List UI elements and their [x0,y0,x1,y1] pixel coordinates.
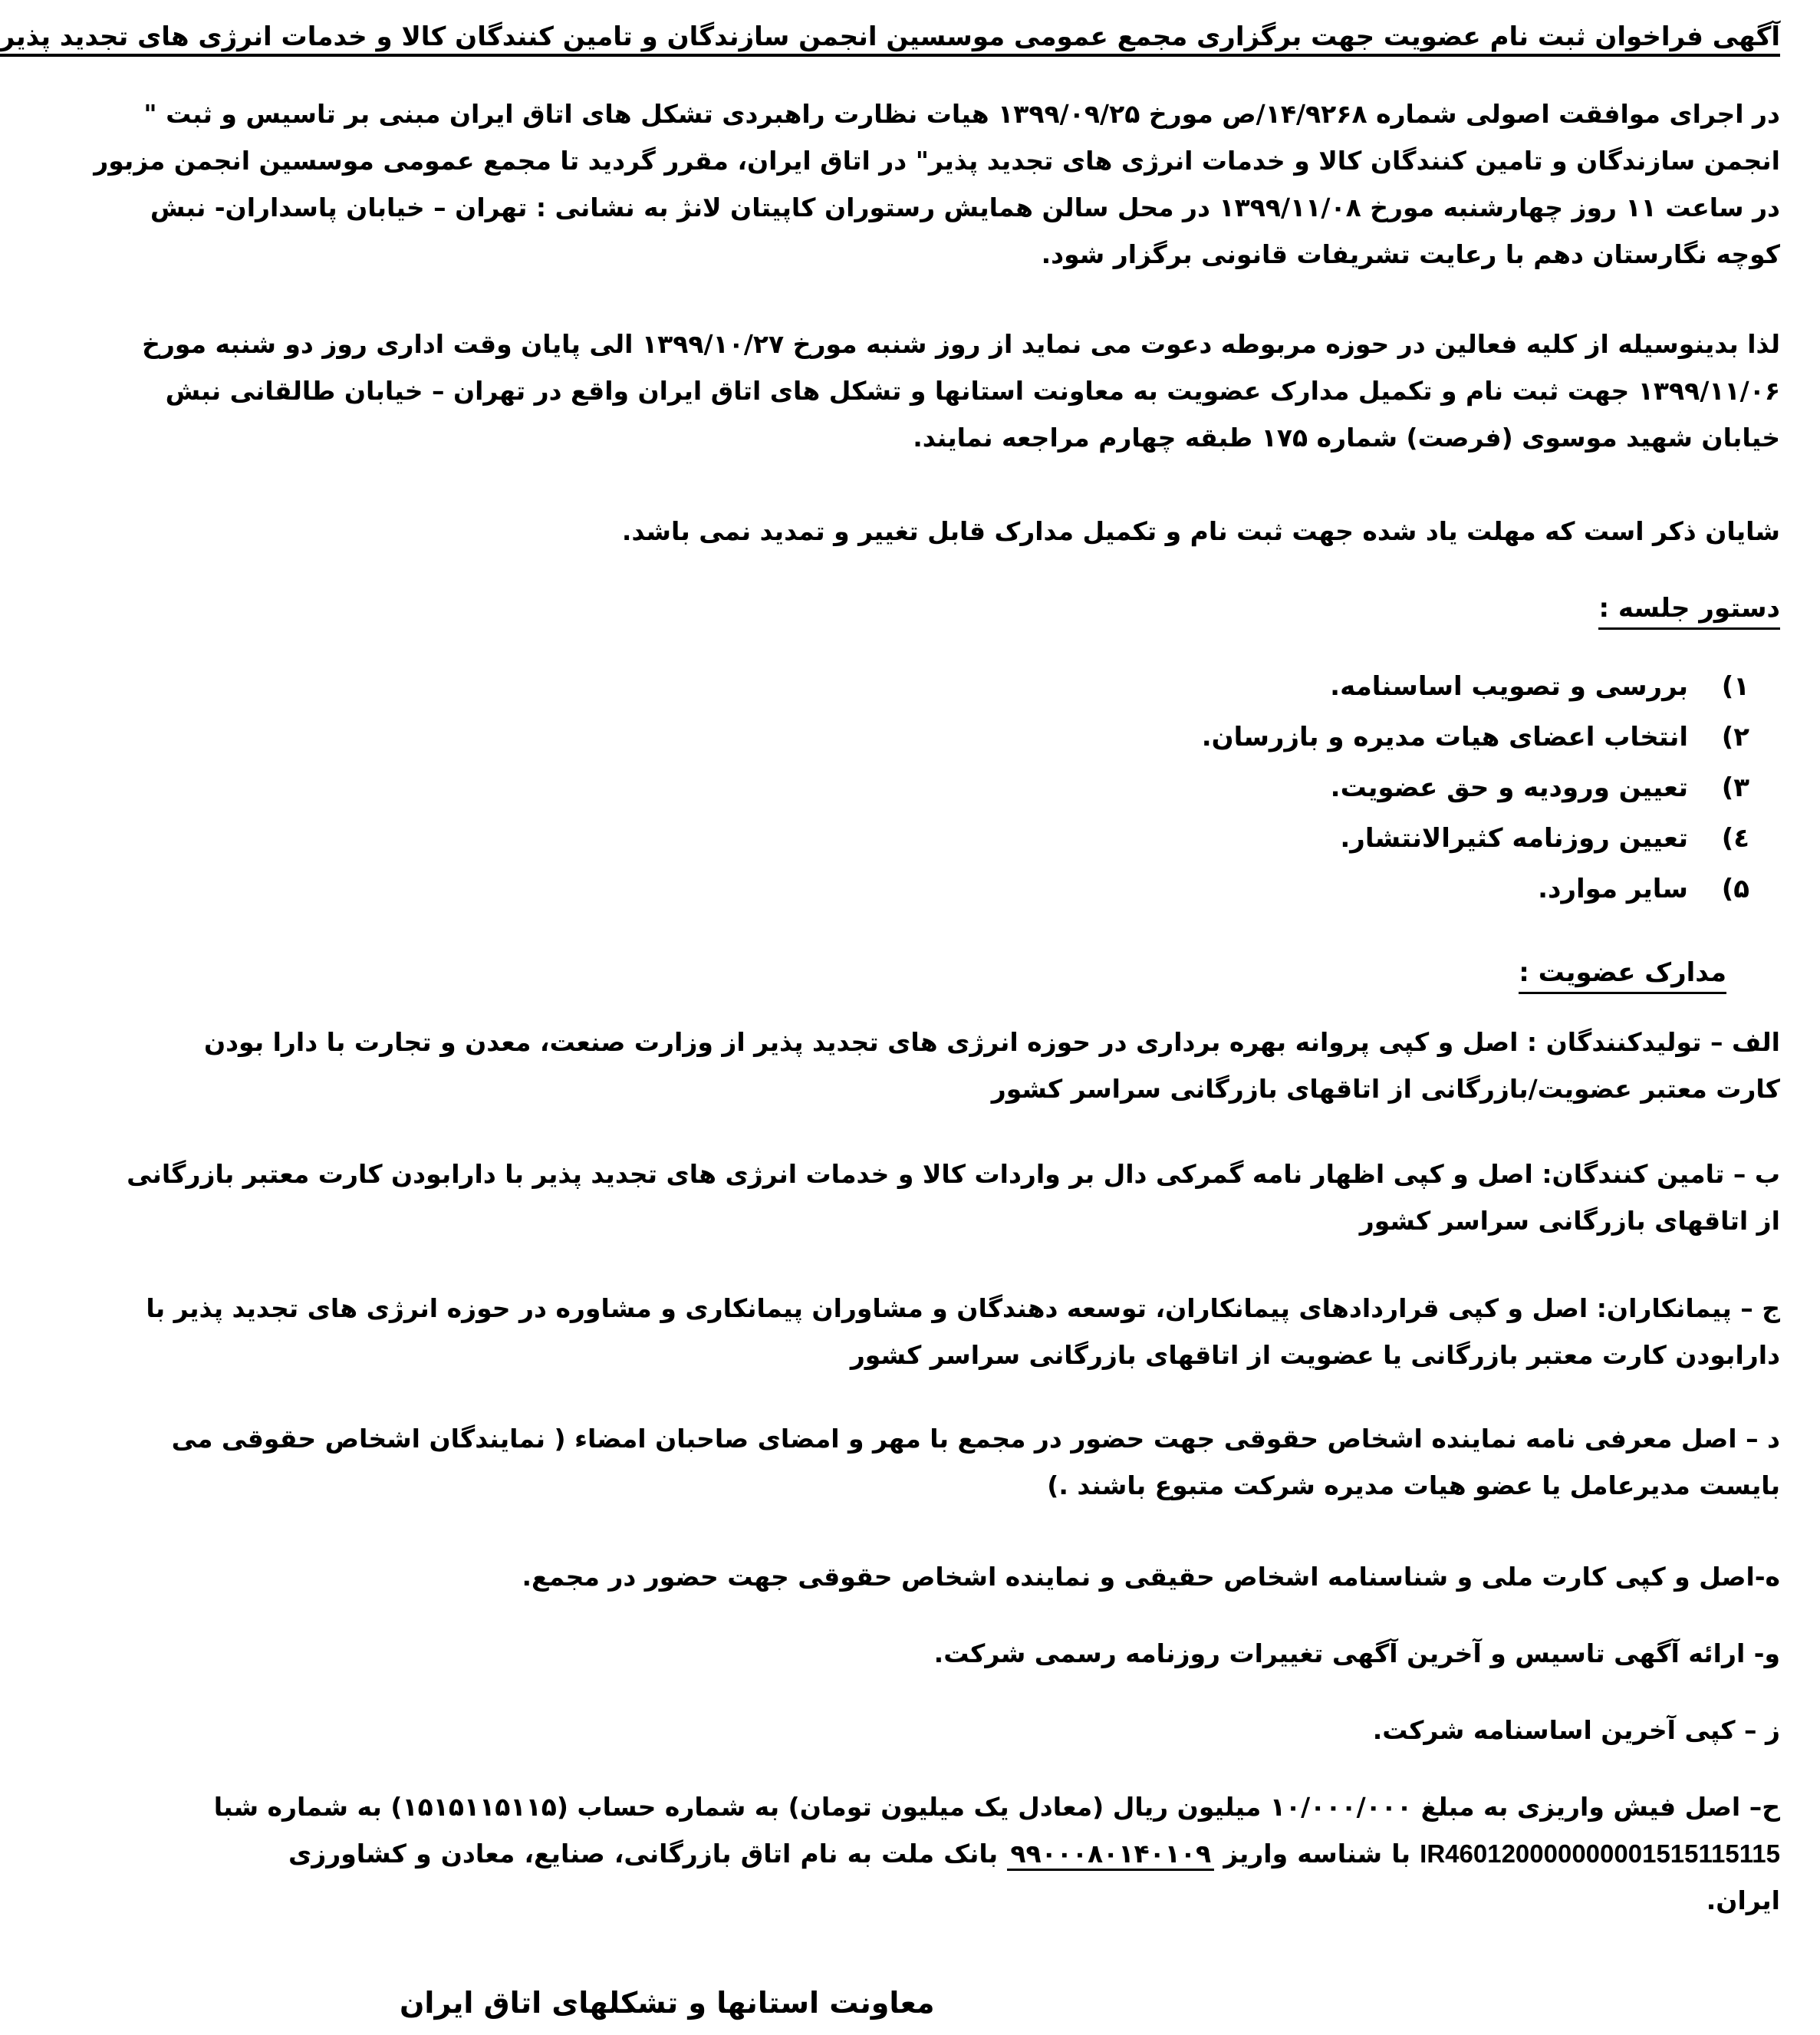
agenda-list [1202,661,1749,914]
intro-line: در ساعت ۱۱ روز چهارشنبه مورخ ۱۳۹۹/۱۱/۰۸ در محل سالن همایش رستوران کاپیتان لانژ به نشانی : تهران – خیابان پاسداران- نبش [150,193,1780,222]
agenda-item [1202,712,1749,762]
invitation-line: خیابان شهید موسوی (فرصت) شماره ۱۷۵ طبقه چهارم مراجعه نمایند. [913,423,1780,453]
agenda-item-text: انتخاب اعضای هیات مدیره و بازرسان. [1201,722,1688,752]
agenda-item-text: تعیین روزنامه کثیرالانتشار. [1340,823,1688,854]
requirement-item-alef: الف – تولیدکنندگان : اصل و کپی پروانه بهره برداری در حوزه انرژی های تجدید پذیر از وزارت صنعت، معدن و تجارت با دارا بودن کارت معتبر عضویت/بازرگانی از اتاقهای بازرگانی سراسر کشور [203,1027,1780,1104]
agenda-item-text: بررسی و تصویب اساسنامه. [1330,671,1688,702]
intro-line: در اجرای موافقت اصولی شماره ۱۴/۹۲۶۸/ص مورخ ۱۳۹۹/۰۹/۲۵ هیات نظارت راهبردی تشکل های اتاق ایران مبنی بر تاسیس و ثبت " [143,99,1780,129]
intro-paragraph [94,91,1780,278]
agenda-item-number: ۵) [1721,874,1749,904]
agenda-item [1202,661,1749,712]
agenda-item [1202,813,1749,864]
agenda-heading: دستور جلسه : [1598,589,1780,630]
payment-line-account: IR460120000000001515115115 با شناسه واریز ۹۹۰۰۰۸۰۱۴۰۱۰۹ بانک ملت به نام اتاق بازرگانی، صنایع، معادن و کشاورزی [288,1830,1780,1877]
deadline-note: شایان ذکر است که مهلت یاد شده جهت ثبت نام و تکمیل مدارک قابل تغییر و تمدید نمی باشد. [621,516,1780,546]
invitation-line: ۱۳۹۹/۱۱/۰۶ جهت ثبت نام و تکمیل مدارک عضویت به معاونت استانها و تشکل های اتاق ایران واقع در تهران – خیابان طالقانی نبش [165,376,1780,406]
requirement-item-be: ب – تامین کنندگان: اصل و کپی اظهار نامه گمرکی دال بر واردات کالا و خدمات انرژی های تجدید پذیر با دارابودن کارت معتبر بازرگانی از اتاقهای بازرگانی سراسر کشور [127,1159,1780,1236]
requirement-item-jim: ج – پیمانکاران: اصل و کپی قراردادهای پیمانکاران، توسعه دهندگان و مشاوران پیمانکاری و مشاوره در حوزه انرژی های تجدید پذیر با دارابودن کارت معتبر بازرگانی یا عضویت از اتاقهای بازرگانی سراسر کشور [146,1293,1780,1370]
agenda-item [1202,762,1749,813]
agenda-item-text: تعیین ورودیه و حق عضویت. [1330,772,1688,803]
agenda-item-number: ۱) [1721,671,1749,702]
intro-line: انجمن سازندگان و تامین کنندگان کالا و خدمات انرژی های تجدید پذیر" در اتاق ایران، مقرر گردید تا مجمع عمومی موسسین انجمن مزبور [94,146,1780,176]
iban-number: IR460120000000001515115115 [1420,1839,1780,1868]
payment-line-end: ایران. [1706,1885,1780,1915]
agenda-item-number: ٤) [1721,823,1749,854]
agenda-item [1202,864,1749,914]
payment-line-amount: ح– اصل فیش واریزی به مبلغ ۱۰/۰۰۰/۰۰۰ میلیون ریال (معادل یک میلیون تومان) به شماره حساب (۱۵۱۵۱۱۵۱۱۵) به شماره شبا [213,1792,1780,1822]
signature-issuer: معاونت استانها و تشکلهای اتاق ایران [400,1986,935,2020]
invitation-line: لذا بدینوسیله از کلیه فعالین در حوزه مربوطه دعوت می نماید از روز شنبه مورخ ۱۳۹۹/۱۰/۲۷ الی پایان وقت اداری روز دو شنبه مورخ [142,329,1780,359]
document-title: آگهی فراخوان ثبت نام عضویت جهت برگزاری مجمع عمومی موسسین انجمن سازندگان و تامین کنندگان کالا و خدمات انرژی های تجدید پذیر [331,17,1780,57]
requirements-heading: مدارک عضویت : [1519,953,1726,994]
agenda-item-text: سایر موارد. [1538,874,1688,904]
invitation-paragraph [142,321,1780,461]
intro-line: کوچه نگارستان دهم با رعایت تشریفات قانونی برگزار شود. [1041,239,1780,269]
requirement-item-vav: و- ارائه آگهی تاسیس و آخرین آگهی تغییرات روزنامه رسمی شرکت. [933,1638,1780,1668]
requirement-item-he: ه-اصل و کپی کارت ملی و شناسنامه اشخاص حقیقی و نماینده اشخاص حقوقی جهت حضور در مجمع. [522,1562,1780,1592]
payment-id: ۹۹۰۰۰۸۰۱۴۰۱۰۹ [1007,1839,1214,1871]
requirement-item-ze: ز – کپی آخرین اساسنامه شرکت. [1372,1715,1780,1745]
agenda-item-number: ۳) [1721,772,1749,803]
agenda-item-number: ۲) [1721,722,1749,752]
requirement-item-dal: د – اصل معرفی نامه نماینده اشخاص حقوقی جهت حضور در مجمع با مهر و امضای صاحبان امضاء ( نمایندگان اشخاص حقوقی می بایست مدیرعامل یا عضو هیات مدیره شرکت متبوع باشند .) [171,1424,1780,1500]
requirement-item-payment [213,1783,1780,1924]
